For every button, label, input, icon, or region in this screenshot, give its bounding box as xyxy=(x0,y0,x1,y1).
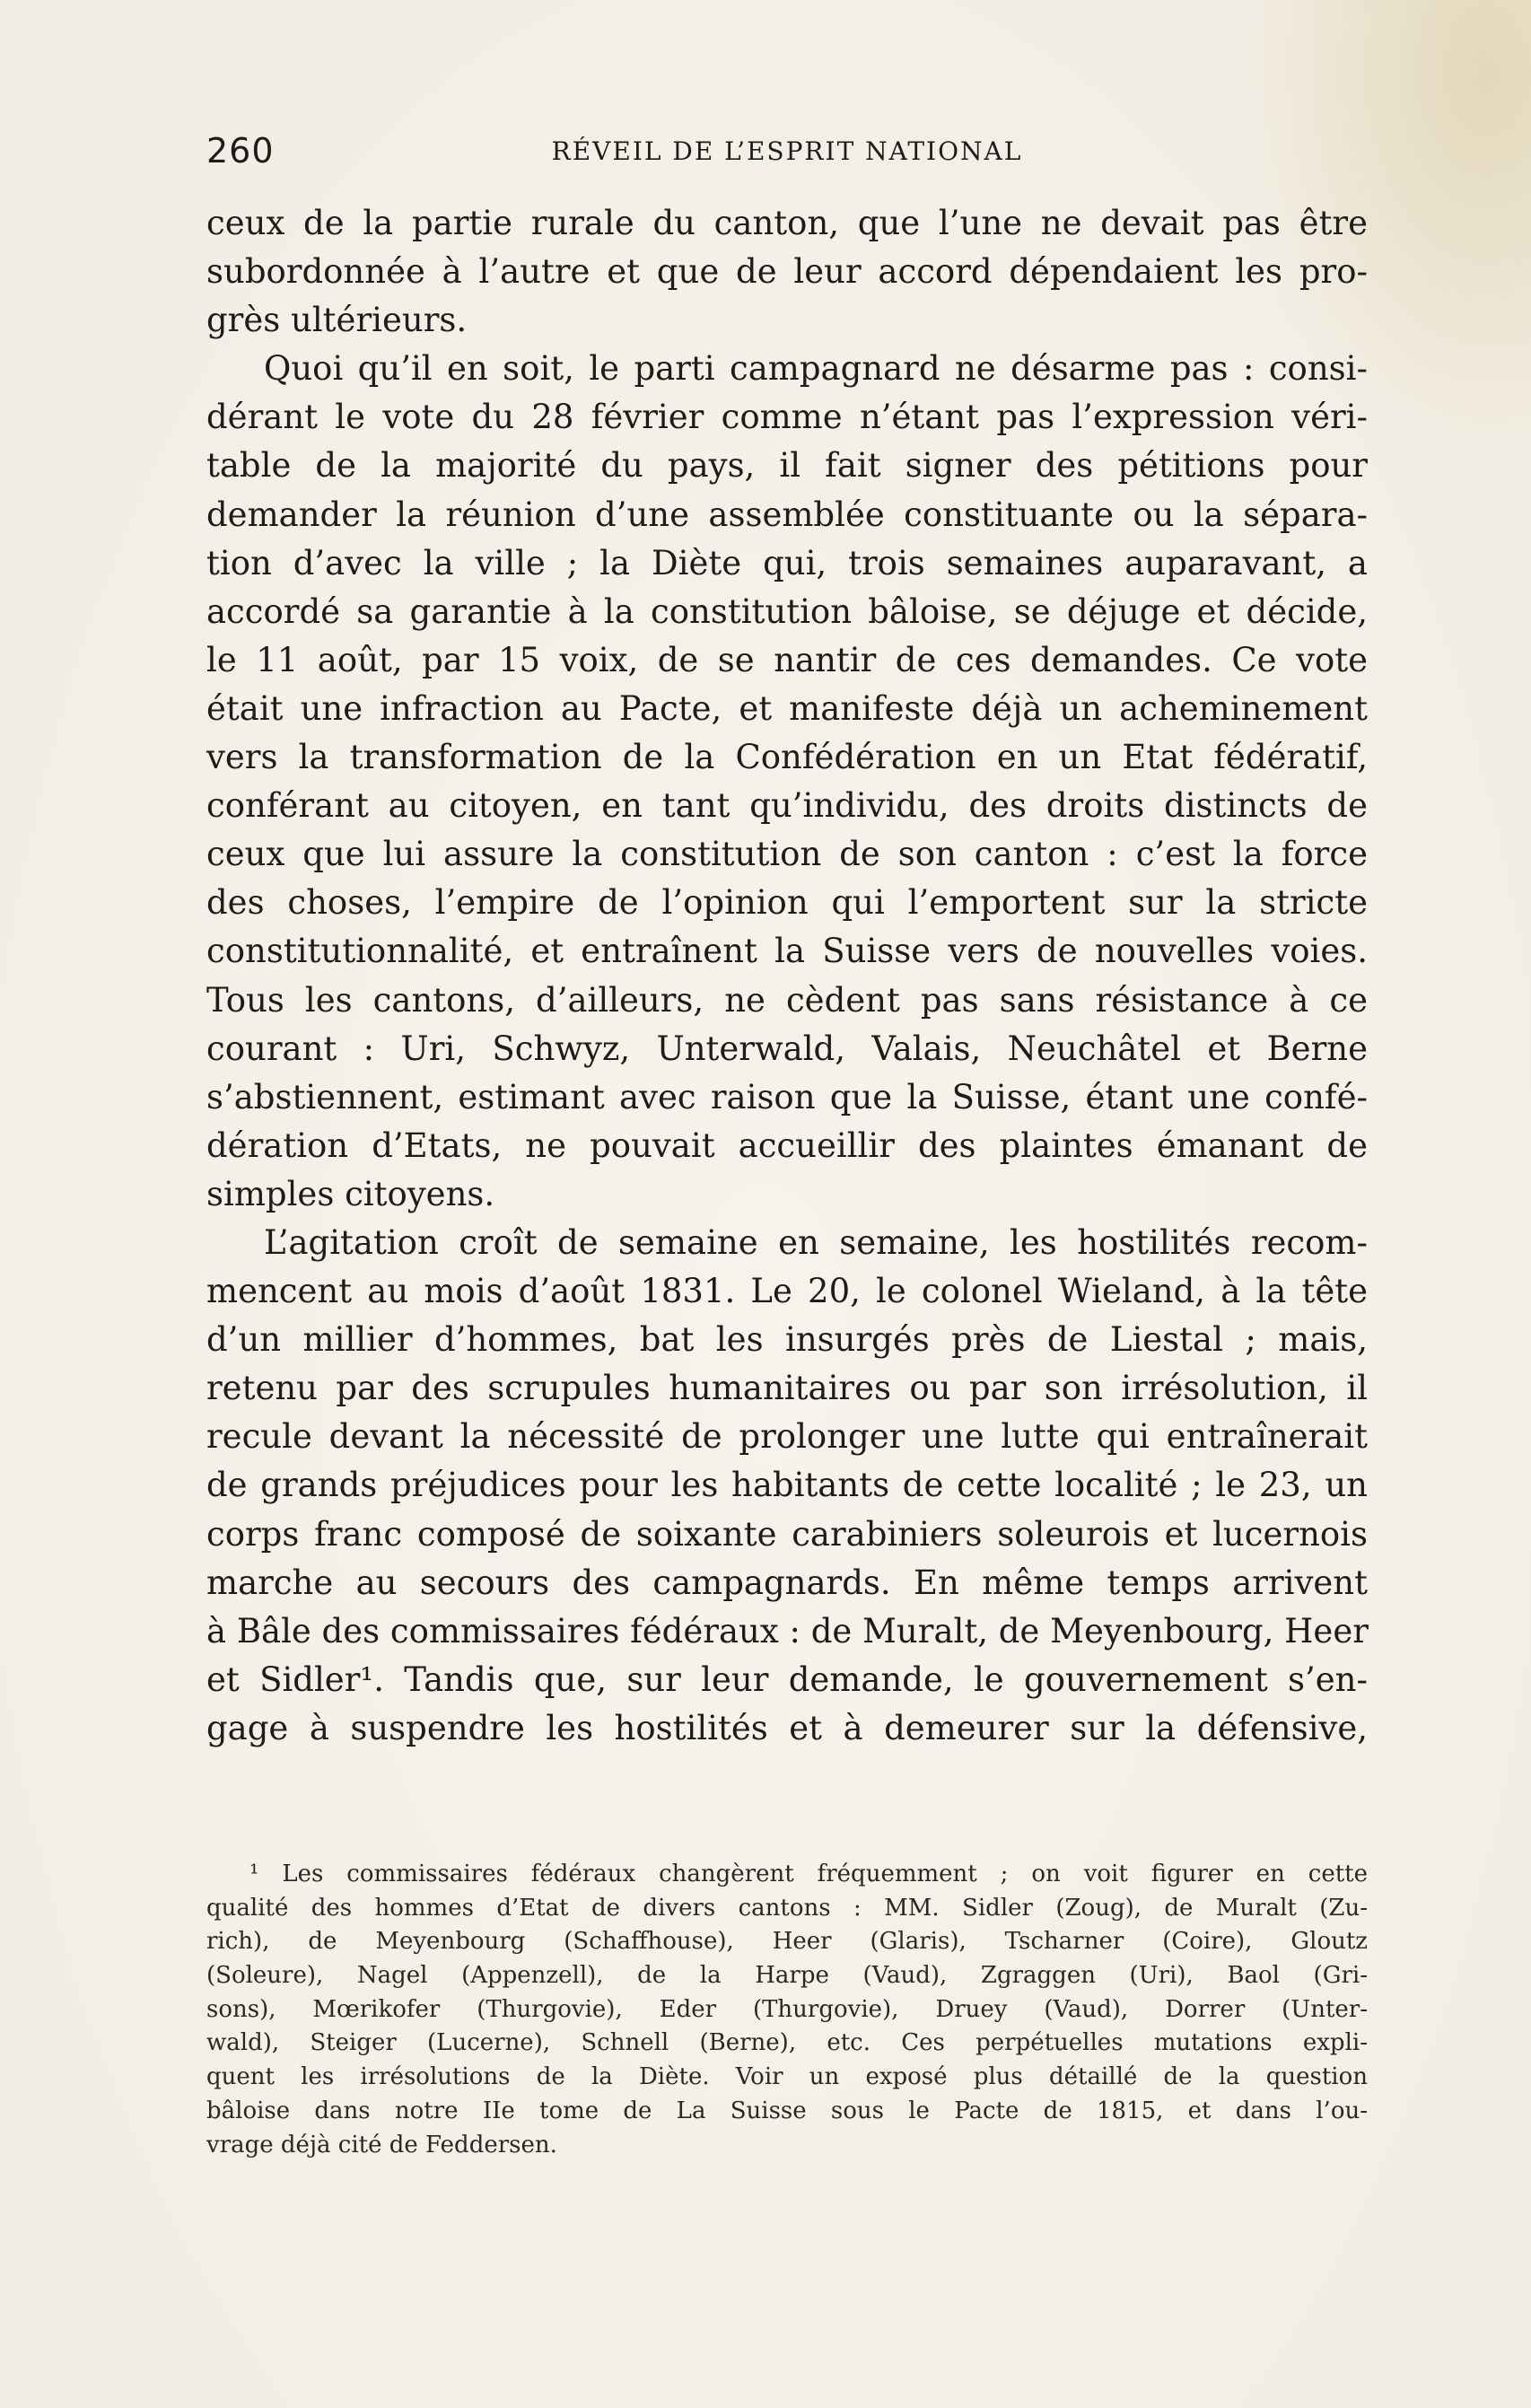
text-line: dération d’Etats, ne pouvait accueillir des plaintes émanant de xyxy=(206,1125,1368,1165)
text-line: Tous les cantons, d’ailleurs, ne cèdent pas sans résistance à ce xyxy=(206,980,1368,1020)
text-line: à Bâle des commissaires fédéraux : de Muralt, de Meyenbourg, Heer xyxy=(206,1611,1369,1651)
text-line: d’un millier d’hommes, bat les insurgés près de Liestal ; mais, xyxy=(206,1320,1368,1360)
text-line: était une infraction au Pacte, et manifeste déjà un acheminement xyxy=(206,688,1368,728)
text-line: tion d’avec la ville ; la Diète qui, trois semaines auparavant, a xyxy=(206,543,1368,582)
footnote-line: (Soleure), Nagel (Appenzell), de la Harpe (Vaud), Zgraggen (Uri), Baol (Gri- xyxy=(206,1962,1368,1990)
footnote-line: rich), de Meyenbourg (Schaffhouse), Heer (Glaris), Tscharner (Coire), Gloutz xyxy=(206,1928,1368,1956)
text-line: s’abstiennent, estimant avec raison que la Suisse, étant une confé- xyxy=(206,1077,1368,1116)
text-line: L’agitation croît de semaine en semaine, les hostilités recom- xyxy=(264,1222,1368,1262)
text-line: vers la transformation de la Confédération en un Etat fédératif, xyxy=(206,738,1368,777)
page-number: 260 xyxy=(206,131,275,171)
footnote-line: wald), Steiger (Lucerne), Schnell (Berne), etc. Ces perpétuelles mutations expli- xyxy=(206,2029,1368,2057)
text-line: courant : Uri, Schwyz, Unterwald, Valais, Neuchâtel et Berne xyxy=(206,1029,1368,1068)
text-line: table de la majorité du pays, il fait signer des pétitions pour xyxy=(206,446,1368,486)
text-line: grès ultérieurs. xyxy=(206,301,468,340)
text-line: constitutionnalité, et entraînent la Suisse vers de nouvelles voies. xyxy=(206,932,1368,971)
footnote-line: qualité des hommes d’Etat de divers cantons : MM. Sidler (Zoug), de Muralt (Zu- xyxy=(206,1894,1368,1922)
text-line: subordonnée à l’autre et que de leur accord dépendaient les pro- xyxy=(206,252,1368,292)
text-line: conférant au citoyen, en tant qu’individu, des droits distincts de xyxy=(206,786,1368,826)
footnote-line: quent les irrésolutions de la Diète. Voir un exposé plus détaillé de la question xyxy=(206,2063,1368,2091)
text-line: des choses, l’empire de l’opinion qui l’emportent sur la stricte xyxy=(206,883,1368,923)
text-line: mencent au mois d’août 1831. Le 20, le colonel Wieland, à la tête xyxy=(206,1272,1368,1311)
text-line: de grands préjudices pour les habitants de cette localité ; le 23, un xyxy=(206,1466,1368,1505)
footnotes xyxy=(206,1858,1368,2162)
footnote-line: sons), Mœrikofer (Thurgovie), Eder (Thurgovie), Druey (Vaud), Dorrer (Unter- xyxy=(206,1995,1368,2023)
running-title: RÉVEIL DE L’ESPRIT NATIONAL xyxy=(551,136,1023,166)
text-line: recule devant la nécessité de prolonger une lutte qui entraînerait xyxy=(206,1417,1368,1457)
text-line: retenu par des scrupules humanitaires ou par son irrésolution, il xyxy=(206,1369,1368,1408)
text-line: corps franc composé de soixante carabiniers soleurois et lucernois xyxy=(206,1514,1368,1554)
text-line: ceux que lui assure la constitution de son canton : c’est la force xyxy=(206,835,1368,874)
body-text xyxy=(206,199,1368,1753)
text-line: gage à suspendre les hostilités et à demeurer sur la défensive, xyxy=(206,1708,1368,1747)
page-header xyxy=(206,131,1368,176)
text-line: ceux de la partie rurale du canton, que l’une ne devait pas être xyxy=(206,204,1368,242)
footnote-line: vrage déjà cité de Feddersen. xyxy=(206,2131,557,2158)
text-line: demander la réunion d’une assemblée constituante ou la sépara- xyxy=(206,495,1368,534)
text-line: Quoi qu’il en soit, le parti campagnard ne désarme pas : consi- xyxy=(264,349,1368,389)
text-line: et Sidler¹. Tandis que, sur leur demande, le gouvernement s’en- xyxy=(206,1659,1368,1699)
text-line: accordé sa garantie à la constitution bâloise, se déjuge et décide, xyxy=(206,591,1368,631)
text-line: marche au secours des campagnards. En même temps arrivent xyxy=(206,1563,1368,1602)
text-line: dérant le vote du 28 février comme n’étant pas l’expression véri- xyxy=(206,398,1368,437)
text-line: le 11 août, par 15 voix, de se nantir de ces demandes. Ce vote xyxy=(206,640,1368,679)
text-line: simples citoyens. xyxy=(206,1174,495,1213)
footnote-line: bâloise dans notre IIe tome de La Suisse sous le Pacte de 1815, et dans l’ou- xyxy=(206,2097,1368,2124)
footnote-line: ¹ Les commissaires fédéraux changèrent fréquemment ; on voit figurer en cette xyxy=(249,1861,1368,1887)
